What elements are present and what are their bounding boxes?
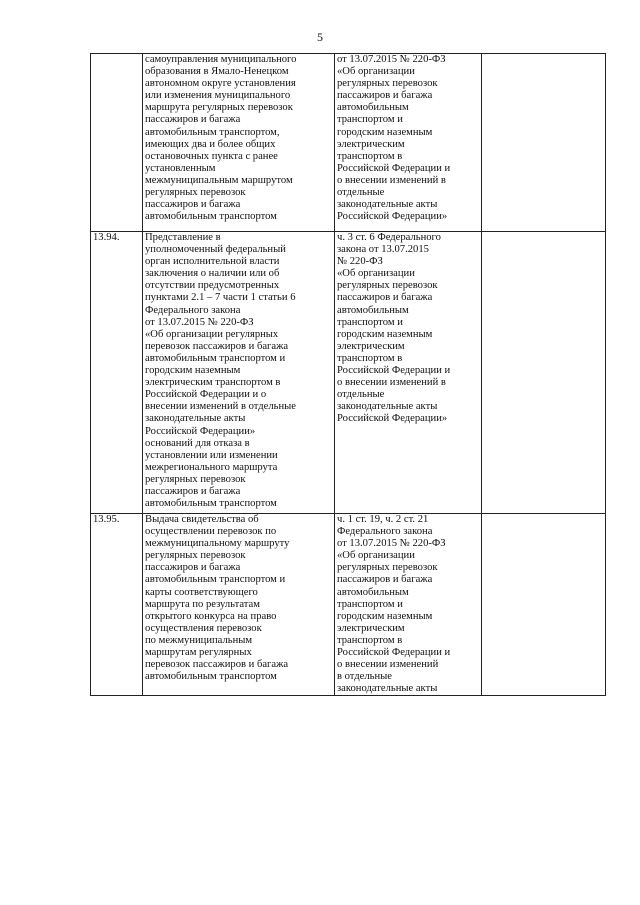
service-description-line: от 13.07.2015 № 220-ФЗ	[145, 316, 254, 328]
service-description-line: автомобильным транспортом	[145, 671, 277, 683]
service-description-line: автомобильным транспортом	[145, 498, 277, 510]
legal-basis-line: от 13.07.2015 № 220-ФЗ	[337, 54, 446, 65]
service-description-line: отсутствии предусмотренных	[145, 280, 280, 292]
service-description-line: или изменения муниципального	[145, 90, 291, 102]
service-description-line: Представление в	[145, 232, 221, 243]
service-description-line: имеющих два и более общих	[145, 138, 276, 150]
legal-basis-line: законодательные акты	[337, 683, 438, 695]
notes-cell	[482, 514, 606, 696]
service-description-line: регулярных перевозок	[145, 550, 246, 562]
service-description-line: маршрутам регулярных	[145, 647, 252, 659]
legal-basis-line: транспортом в	[337, 634, 403, 646]
legal-basis-line: «Об организации	[337, 268, 415, 280]
service-description-line: автомобильным транспортом,	[145, 126, 280, 138]
legal-basis	[335, 54, 482, 232]
legal-basis-line: ч. 1 ст. 19, ч. 2 ст. 21	[337, 514, 429, 525]
legal-basis-line: «Об организации	[337, 550, 415, 562]
legal-basis-line: транспортом и	[337, 598, 403, 610]
legal-basis-line: № 220-ФЗ	[337, 256, 383, 268]
service-description-line: орган исполнительной власти	[145, 256, 280, 268]
service-description-line: маршрута по результатам	[145, 598, 260, 610]
row-number: 13.95.	[91, 514, 143, 696]
service-description-line: пассажиров и багажа	[145, 114, 241, 126]
service-description-line: городским наземным	[145, 365, 241, 377]
service-description-line: образования в Ямало-Ненецком	[145, 66, 289, 78]
legal-basis-line: Российской Федерации»	[337, 211, 448, 223]
service-description-line: осуществления перевозок	[145, 622, 262, 634]
service-description-line: межмуниципальному маршруту	[145, 538, 290, 550]
service-description-line: автомобильным транспортом и	[145, 574, 286, 586]
legal-basis-line: в отдельные	[337, 671, 392, 683]
legal-basis-line: Российской Федерации и	[337, 365, 451, 377]
service-description-line: перевозок пассажиров и багажа	[145, 659, 289, 671]
service-description-line: регулярных перевозок	[145, 187, 246, 199]
legal-basis	[335, 514, 482, 696]
legal-basis-line: законодательные акты	[337, 199, 438, 211]
service-description-line: самоуправления муниципального	[145, 54, 297, 65]
legal-basis-line: от 13.07.2015 № 220-ФЗ	[337, 538, 446, 550]
legal-basis-line: городским наземным	[337, 610, 433, 622]
service-description-line: установленным	[145, 162, 216, 174]
legal-basis-line: регулярных перевозок	[337, 562, 438, 574]
service-description-line: заключения о наличии или об	[145, 268, 280, 280]
legal-basis-line: транспортом в	[337, 352, 403, 364]
service-description-line: Выдача свидетельства об	[145, 514, 259, 525]
legal-basis-line: Российской Федерации и	[337, 162, 451, 174]
legal-basis-line: закона от 13.07.2015	[337, 244, 429, 256]
legal-basis	[335, 232, 482, 514]
service-description-line: пассажиров и багажа	[145, 199, 241, 211]
legal-basis-line: регулярных перевозок	[337, 280, 438, 292]
legal-basis-line: регулярных перевозок	[337, 78, 438, 90]
service-description-line: открытого конкурса на право	[145, 610, 277, 622]
services-table	[90, 53, 606, 696]
page-number: 5	[317, 30, 323, 44]
row-number: 13.94.	[91, 232, 143, 514]
service-description-line: остановочных пункта с ранее	[145, 150, 278, 162]
service-description-line: перевозок пассажиров и багажа	[145, 340, 289, 352]
table-body	[91, 54, 606, 696]
row-number	[91, 54, 143, 232]
service-description	[143, 232, 335, 514]
service-description-line: установлении или изменении	[145, 449, 278, 461]
legal-basis-line: Российской Федерации и	[337, 647, 451, 659]
legal-basis-line: ч. 3 ст. 6 Федерального	[337, 232, 441, 243]
service-description-line: оснований для отказа в	[145, 437, 250, 449]
legal-basis-line: электрическим	[337, 138, 405, 150]
legal-basis-line: пассажиров и багажа	[337, 292, 433, 304]
service-description-line: Федерального закона	[145, 304, 241, 316]
legal-basis-line: Федерального закона	[337, 526, 433, 538]
service-description-line: межмуниципальным маршрутом	[145, 174, 293, 186]
notes-cell	[482, 232, 606, 514]
legal-basis-line: электрическим	[337, 340, 405, 352]
legal-basis-line: пассажиров и багажа	[337, 90, 433, 102]
legal-basis-line: транспортом и	[337, 316, 403, 328]
service-description-line: по межмуниципальным	[145, 634, 253, 646]
table-row	[91, 54, 606, 232]
legal-basis-line: о внесении изменений в	[337, 174, 446, 186]
legal-basis-line: «Об организации	[337, 66, 415, 78]
service-description-line: уполномоченный федеральный	[145, 244, 286, 256]
legal-basis-line: электрическим	[337, 622, 405, 634]
service-description-line: пассажиров и багажа	[145, 485, 241, 497]
service-description	[143, 514, 335, 696]
service-description-line: законодательные акты	[145, 413, 246, 425]
legal-basis-line: городским наземным	[337, 328, 433, 340]
legal-basis-line: транспортом и	[337, 114, 403, 126]
service-description-line: автомобильным транспортом и	[145, 352, 286, 364]
legal-basis-line: отдельные	[337, 187, 385, 199]
legal-basis-line: пассажиров и багажа	[337, 574, 433, 586]
service-description-line: регулярных перевозок	[145, 473, 246, 485]
service-description-line: межрегионального маршрута	[145, 461, 278, 473]
legal-basis-line: о внесении изменений	[337, 659, 439, 671]
legal-basis-line: автомобильным	[337, 102, 409, 114]
service-description	[143, 54, 335, 232]
service-description-line: пассажиров и багажа	[145, 562, 241, 574]
legal-basis-line: о внесении изменений в	[337, 377, 446, 389]
service-description-line: электрическим транспортом в	[145, 377, 281, 389]
legal-basis-line: автомобильным	[337, 304, 409, 316]
service-description-line: пунктами 2.1 – 7 части 1 статьи 6	[145, 292, 296, 304]
service-description-line: внесении изменений в отдельные	[145, 401, 296, 413]
table-row	[91, 232, 606, 514]
table-row	[91, 514, 606, 696]
legal-basis-line: городским наземным	[337, 126, 433, 138]
service-description-line: маршрута регулярных перевозок	[145, 102, 293, 114]
service-description-line: автономном округе установления	[145, 78, 296, 90]
service-description-line: осуществлении перевозок по	[145, 526, 277, 538]
service-description-line: Российской Федерации и о	[145, 389, 267, 401]
service-description-line: автомобильным транспортом	[145, 211, 277, 223]
legal-basis-line: транспортом в	[337, 150, 403, 162]
service-description-line: карты соответствующего	[145, 586, 258, 598]
notes-cell	[482, 54, 606, 232]
legal-basis-line: Российской Федерации»	[337, 413, 448, 425]
service-description-line: «Об организации регулярных	[145, 328, 279, 340]
legal-basis-line: отдельные	[337, 389, 385, 401]
legal-basis-line: законодательные акты	[337, 401, 438, 413]
legal-basis-line: автомобильным	[337, 586, 409, 598]
service-description-line: Российской Федерации»	[145, 425, 256, 437]
